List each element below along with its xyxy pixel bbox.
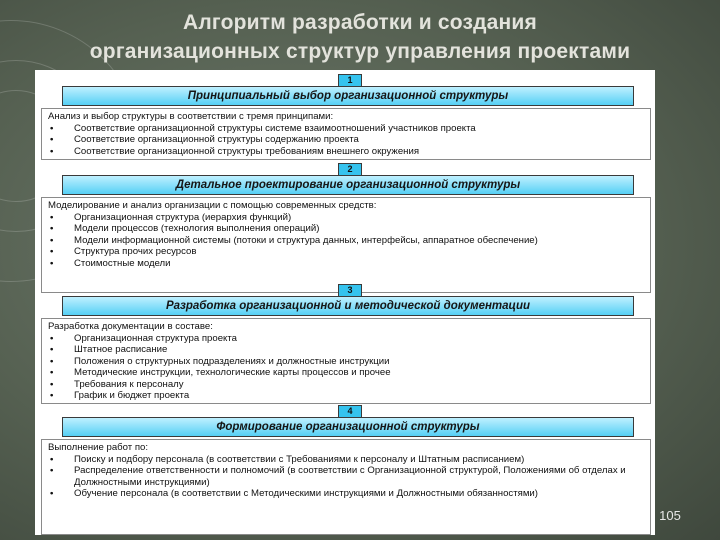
stage-2-intro: Моделирование и анализ организации с помощью современных средств: xyxy=(48,200,377,211)
algorithm-diagram xyxy=(35,70,655,535)
stage-3-number: 3 xyxy=(338,284,362,297)
stage-2-description xyxy=(41,197,651,293)
list-item: • Стоимостные модели xyxy=(48,258,644,270)
stage-2-list xyxy=(48,212,644,270)
page-number: 105 xyxy=(659,508,681,523)
list-item: • Обучение персонала (в соответствии с Методическими инструкциями и Должностными обязанностями) xyxy=(48,488,644,500)
stage-3-list xyxy=(48,333,644,402)
list-item: • Организационная структура проекта xyxy=(48,333,644,345)
stage-1-list xyxy=(48,123,644,158)
stage-1-number: 1 xyxy=(338,74,362,87)
list-item: • Штатное расписание xyxy=(48,344,644,356)
stage-2-heading: Детальное проектирование организационной структуры xyxy=(62,175,634,195)
title-line-2: организационных структур управления проектами xyxy=(89,40,631,63)
list-item: • Методические инструкции, технологические карты процессов и прочее xyxy=(48,367,644,379)
stage-4-number: 4 xyxy=(338,405,362,418)
stage-4-intro: Выполнение работ по: xyxy=(48,442,149,453)
stage-4-list xyxy=(48,454,644,500)
stage-4-heading: Формирование организационной структуры xyxy=(62,417,634,437)
stage-1-description xyxy=(41,108,651,160)
stage-1-intro: Анализ и выбор структуры в соответствии с тремя принципами: xyxy=(48,111,334,122)
list-item: • Требования к персоналу xyxy=(48,379,644,391)
list-item: • Соответствие организационной структуры системе взаимоотношений участников проекта xyxy=(48,123,644,135)
stage-4-description xyxy=(41,439,651,535)
stage-3-intro: Разработка документации в составе: xyxy=(48,321,213,332)
stage-3-heading: Разработка организационной и методической документации xyxy=(62,296,634,316)
list-item: • Структура прочих ресурсов xyxy=(48,246,644,258)
list-item: • Модели процессов (технология выполнения операций) xyxy=(48,223,644,235)
list-item: • Организационная структура (иерархия функций) xyxy=(48,212,644,224)
stage-2-number: 2 xyxy=(338,163,362,176)
list-item: • График и бюджет проекта xyxy=(48,390,644,402)
title-line-1: Алгоритм разработки и создания xyxy=(183,11,537,34)
list-item: • Модели информационной системы (потоки и структура данных, интерфейсы, аппаратное обеспечение) xyxy=(48,235,644,247)
list-item: • Соответствие организационной структуры содержанию проекта xyxy=(48,134,644,146)
list-item: • Поиску и подбору персонала (в соответствии с Требованиями к персоналу и Штатным расписанием) xyxy=(48,454,644,466)
slide-title xyxy=(0,8,720,66)
list-item: • Распределение ответственности и полномочий (в соответствии с Организационной структурой, Положениями об отделах и Должностными инструкциями) xyxy=(48,465,644,488)
stage-3-description xyxy=(41,318,651,404)
list-item: • Соответствие организационной структуры требованиям внешнего окружения xyxy=(48,146,644,158)
list-item: • Положения о структурных подразделениях и должностные инструкции xyxy=(48,356,644,368)
stage-1-heading: Принципиальный выбор организационной структуры xyxy=(62,86,634,106)
